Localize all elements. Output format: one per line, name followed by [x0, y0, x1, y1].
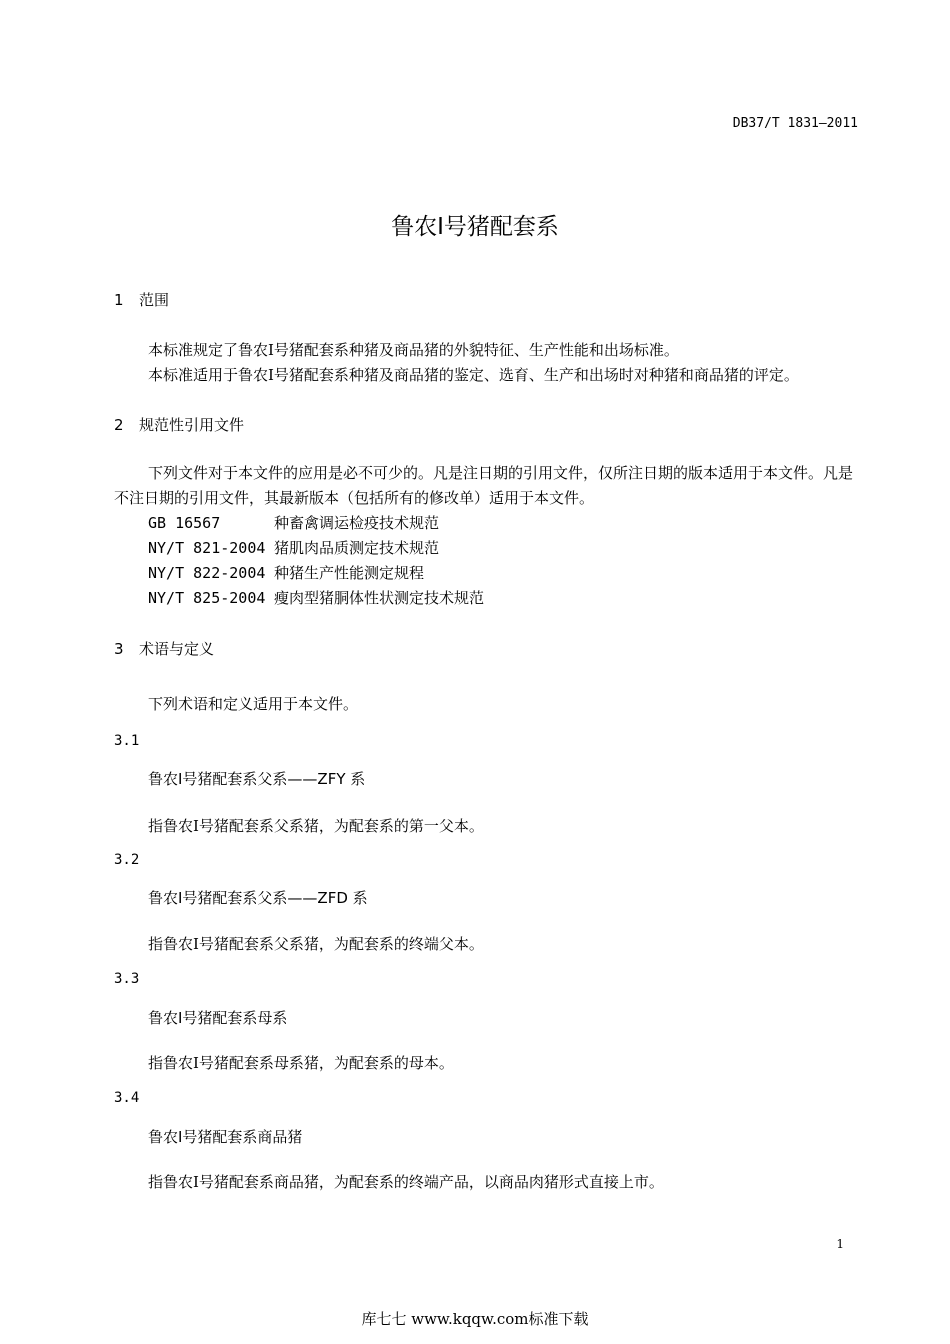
section-3-heading [114, 638, 214, 659]
standard-code: DB37/T 1831—2011 [732, 116, 858, 131]
reference-item [148, 537, 439, 558]
page-number: 1 [836, 1237, 844, 1251]
term-name: 鲁农Ⅰ号猪配套系母系 [148, 1009, 288, 1027]
section-1-heading [114, 289, 169, 310]
term-number: 3.4 [114, 1090, 140, 1106]
section-number: 2 [114, 416, 124, 434]
section-title: 范围 [139, 291, 170, 309]
reference-item [148, 587, 484, 608]
scope-paragraph-2: 本标准适用于鲁农Ⅰ号猪配套系种猪及商品猪的鉴定、选育、生产和出场时对种猪和商品猪的评定。 [148, 366, 799, 384]
reference-title: 种畜禽调运检疫技术规范 [274, 514, 440, 532]
reference-code: NY/T 821-2004 [148, 539, 266, 557]
term-definition: 指鲁农Ⅰ号猪配套系商品猪，为配套系的终端产品，以商品肉猪形式直接上市。 [148, 1173, 664, 1191]
term-definition: 指鲁农Ⅰ号猪配套系父系猪，为配套系的第一父本。 [148, 817, 484, 835]
references-intro: 下列文件对于本文件的应用是必不可少的。凡是注日期的引用文件，仅所注日期的版本适用于本文件。凡是不注日期的引用文件，其最新版本（包括所有的修改单）适用于本文件。 [114, 464, 854, 507]
term-name: 鲁农Ⅰ号猪配套系父系——ZFD 系 [148, 889, 368, 907]
section-title: 规范性引用文件 [139, 416, 245, 434]
terms-intro: 下列术语和定义适用于本文件。 [148, 695, 359, 713]
section-2-heading [114, 414, 244, 435]
reference-code: GB 16567 [148, 514, 221, 532]
reference-item [148, 562, 424, 583]
document-title: 鲁农Ⅰ号猪配套系 [391, 214, 559, 240]
term-number: 3.2 [114, 852, 140, 868]
term-name: 鲁农Ⅰ号猪配套系父系——ZFY 系 [148, 770, 366, 788]
reference-code: NY/T 825-2004 [148, 589, 266, 607]
reference-item [148, 512, 439, 533]
term-definition: 指鲁农Ⅰ号猪配套系父系猪，为配套系的终端父本。 [148, 935, 484, 953]
reference-title: 种猪生产性能测定规程 [274, 564, 425, 582]
term-number: 3.3 [114, 971, 140, 987]
section-title: 术语与定义 [139, 640, 215, 658]
section-number: 3 [114, 640, 124, 658]
reference-title: 猪肌肉品质测定技术规范 [274, 539, 440, 557]
term-definition: 指鲁农Ⅰ号猪配套系母系猪，为配套系的母本。 [148, 1054, 454, 1072]
term-name: 鲁农Ⅰ号猪配套系商品猪 [148, 1128, 303, 1146]
footer-watermark: 库七七 www.kqqw.com标准下载 [361, 1310, 589, 1328]
scope-paragraph-1: 本标准规定了鲁农Ⅰ号猪配套系种猪及商品猪的外貌特征、生产性能和出场标准。 [148, 341, 679, 359]
section-number: 1 [114, 291, 124, 309]
term-number: 3.1 [114, 733, 140, 749]
reference-code: NY/T 822-2004 [148, 564, 266, 582]
reference-title: 瘦肉型猪胴体性状测定技术规范 [274, 589, 485, 607]
